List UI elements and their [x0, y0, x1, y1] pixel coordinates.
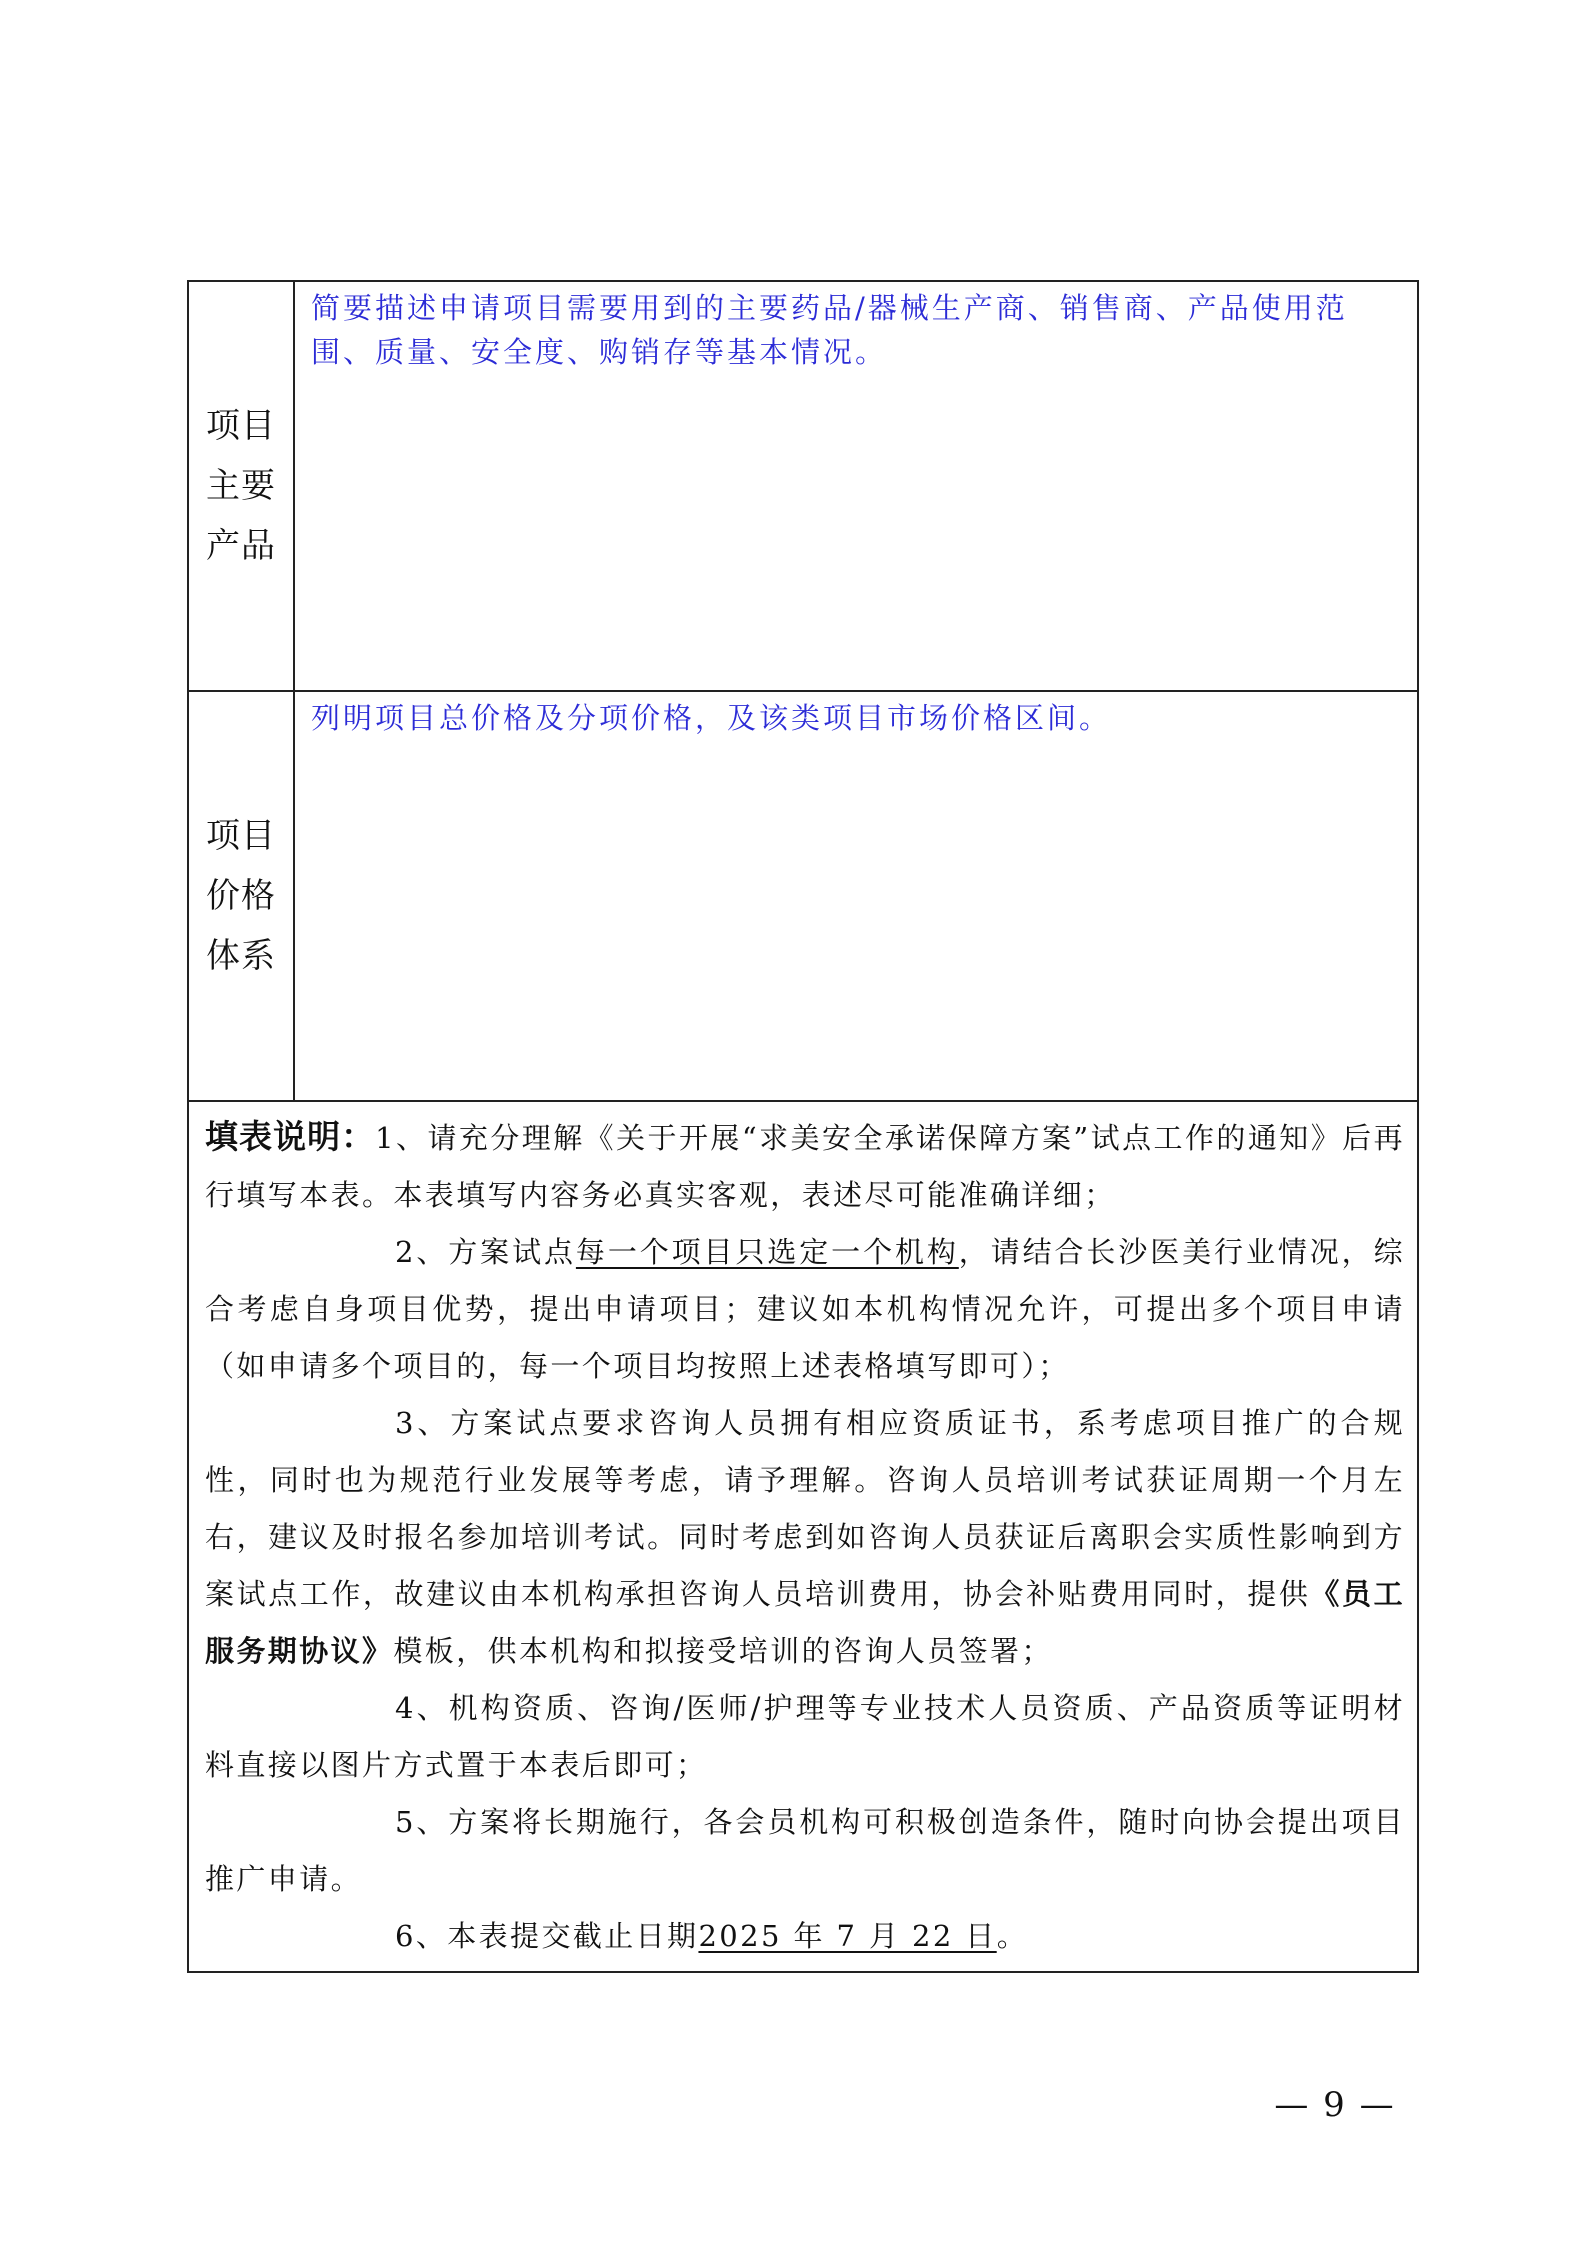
notes-row: [188, 1101, 1418, 1972]
notes-item-1: [205, 1108, 1405, 1224]
products-input-cell[interactable]: [294, 281, 1418, 691]
notes-cell: [188, 1101, 1418, 1972]
filling-instructions: [205, 1108, 1405, 1965]
notes-title: 填表说明：: [205, 1117, 376, 1156]
notes-item-3: [205, 1395, 1405, 1680]
notes-item-2-underlined: 每一个项目只选定一个机构: [575, 1235, 959, 1269]
price-label-line-1: 项目: [206, 816, 276, 856]
notes-item-3-suffix: 模板，供本机构和拟接受培训的咨询人员签署；: [393, 1634, 1053, 1668]
products-row: [188, 281, 1418, 691]
page-number: — 9 —: [1274, 2085, 1396, 2125]
deadline-date: 2025 年 7 月 22 日: [698, 1919, 997, 1953]
price-row: [188, 691, 1418, 1101]
notes-item-2-suffix: ，请结合长沙医美行业情况，综合考虑自身项目优势，提出申请项目；建议如本机构情况允许，可提出多个项目申请（如申请多个项目的，每一个项目均按照上述表格填写即可）；: [205, 1235, 1405, 1383]
products-label: [188, 281, 294, 691]
notes-item-5: 5、方案将长期施行，各会员机构可积极创造条件，随时向协会提出项目推广申请。: [205, 1805, 1405, 1896]
notes-item-6-suffix: 。: [996, 1919, 1029, 1953]
products-hint: 简要描述申请项目需要用到的主要药品/器械生产商、销售商、产品使用范围、质量、安全度、购销存等基本情况。: [311, 291, 1348, 369]
notes-item-3-agreement: 《员工服务期协议》: [205, 1577, 1405, 1668]
notes-item-1-text: 1、请充分理解《关于开展“求美安全承诺保障方案”试点工作的通知》后再行填写本表。本表填写内容务必真实客观，表述尽可能准确详细；: [205, 1121, 1405, 1212]
price-input-cell[interactable]: [294, 691, 1418, 1101]
notes-item-3-prefix: 3、方案试点要求咨询人员拥有相应资质证书，系考虑项目推广的合规性，同时也为规范行业发展等考虑，请予理解。咨询人员培训考试获证周期一个月左右，建议及时报名参加培训考试。同时考虑到如咨询人员获证后离职会实质性影响到方案试点工作，故建议由本机构承担咨询人员培训费用，协会补贴费用同时，提供: [205, 1406, 1405, 1611]
price-label: [188, 691, 294, 1101]
price-label-line-3: 体系: [206, 936, 276, 976]
notes-item-6-prefix: 6、本表提交截止日期: [395, 1919, 699, 1953]
price-label-line-2: 价格: [206, 876, 276, 916]
products-label-line-3: 产品: [206, 526, 276, 566]
application-form-table: [187, 280, 1419, 1973]
notes-item-4: 4、机构资质、咨询/医师/护理等专业技术人员资质、产品资质等证明材料直接以图片方式置于本表后即可；: [205, 1691, 1405, 1782]
price-hint: 列明项目总价格及分项价格，及该类项目市场价格区间。: [311, 701, 1112, 735]
notes-item-2-prefix: 2、方案试点: [395, 1235, 576, 1269]
products-label-line-1: 项目: [206, 406, 276, 446]
notes-item-2: [205, 1224, 1405, 1395]
products-label-line-2: 主要: [206, 466, 276, 506]
notes-item-6: [205, 1908, 1405, 1965]
